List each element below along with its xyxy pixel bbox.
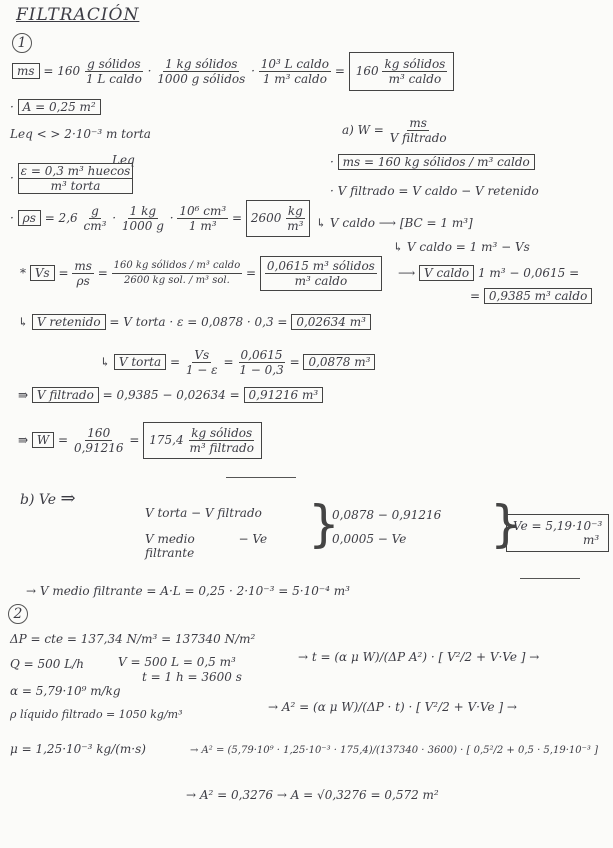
ms-frac-3: $\frac{\text{10³ L caldo}}{\text{1 m³ caldo}}$ — [260, 57, 330, 86]
vcaldo-result: = 0,9385 m³ caldo — [470, 289, 592, 303]
leq-label: Leq — [112, 153, 135, 167]
partb-label: b) Ve ⇒ — [20, 488, 76, 509]
ms-result-box: 160 $\frac{\text{kg sólidos}}{\text{m³ caldo}}$ — [349, 52, 455, 91]
vtorta-calc: ↳ V torta = $\frac{Vs}{1 - \varepsilon}$ = $\frac{0,0615}{1 - 0,3}$ = 0,0878 m³ — [100, 348, 375, 377]
equation-time: → t = (α μ W)/(ΔP A²) · [ V²/2 + V·Ve ] → — [298, 650, 540, 664]
vcaldo-bc: ↳ V caldo ⟶ [BC = 1 m³] — [316, 216, 473, 230]
partb-left-2: V medio − Ve — [145, 532, 268, 546]
density-liquid-given: ρ líquido filtrado = 1050 kg/m³ — [10, 708, 183, 721]
pressure-given: ΔP = cte = 137,34 N/m³ = 137340 N/m² — [10, 632, 256, 646]
underline-mark-2 — [520, 578, 580, 579]
final-area-result: → A² = 0,3276 → A = √0,3276 = 0,572 m² — [186, 788, 439, 802]
density-solids: · ρs = 2,6 $\frac{g}{\text{cm³}}$ · $\frac{1 kg}{1000 g}$ · $\frac{\text{10⁶ cm³}}{\text{1 m³}}$ = 2600 $\frac{kg}{\text{m³}}$ — [10, 200, 310, 237]
vfiltrado-definition: · V filtrado = V caldo − V retenido — [330, 184, 539, 198]
vs-calculation: * Vs = $\frac{ms}{\rho s}$ = $\frac{\text{160 kg sólidos / m³ caldo}}{\text{2600 kg sol. / m³ sol.}}$ = $\frac{\text{0,0615 m³ sólidos}}{\text{m³ caldo}}$ — [20, 256, 382, 291]
partb-left-1: V torta − V filtrado — [145, 506, 262, 520]
ms-summary: · ms = 160 kg sólidos / m³ caldo — [330, 155, 535, 169]
partb-left-3: filtrante — [145, 546, 195, 560]
brace-left: } — [308, 495, 340, 553]
partb-right-2: 0,0005 − Ve — [332, 532, 407, 546]
partb-right-1: 0,0878 − 0,91216 — [332, 508, 442, 522]
page-title: FILTRACIÓN — [16, 5, 140, 25]
ms-eq: = 160 — [43, 64, 81, 78]
vcaldo-expression: ↳ V caldo = 1 m³ − Vs — [393, 240, 530, 254]
ms-equation: ms = 160 $\frac{\text{g sólidos}}{\text{1 L caldo}}$ · $\frac{\text{1 kg sólidos}}{\text{1000 g sólidos}}$ · $\frac{\text{10³ L caldo}}{\text{1 m³ caldo}}$ = 160 $\frac{\text{kg sólidos}}{\text{m³ caldo}}$ — [12, 52, 454, 91]
porosity-given: · $\frac{\text{ε = 0,3 m³ huecos}}{\text{m³ torta}}$ — [10, 163, 133, 194]
leq-given: Leq < > 2·10⁻³ m torta — [10, 127, 151, 141]
flow-given: Q = 500 L/h — [10, 657, 84, 671]
ms-frac-1: $\frac{\text{g sólidos}}{\text{1 L caldo}}$ — [85, 57, 142, 86]
underline-mark — [226, 477, 296, 478]
equation-substituted: → A² = (5,79·10⁹ · 1,25·10⁻³ · 175,4)/(137340 · 3600) · [ 0,5²/2 + 0,5 · 5,19·10⁻³ ] — [190, 745, 598, 756]
equation-area-squared: → A² = (α μ W)/(ΔP · t) · [ V²/2 + V·Ve ] → — [268, 700, 517, 714]
section-2-number: 2 — [8, 604, 28, 624]
vcaldo-calc: ⟶ V caldo 1 m³ − 0,0615 = — [398, 266, 580, 280]
brace-right: } — [490, 495, 522, 553]
vmedio-calc: → V medio filtrante = A·L = 0,25 · 2·10⁻³ = 5·10⁻⁴ m³ — [26, 584, 350, 598]
section-1-number: 1 — [12, 33, 32, 53]
viscosity-given: μ = 1,25·10⁻³ kg/(m·s) — [10, 742, 146, 756]
area-given: · A = 0,25 m² — [10, 100, 101, 114]
ms-frac-2: $\frac{\text{1 kg sólidos}}{\text{1000 g sólidos}}$ — [157, 57, 246, 86]
ms-label-box: ms — [12, 63, 40, 79]
time-given: t = 1 h = 3600 s — [142, 670, 242, 684]
alpha-given: α = 5,79·10⁹ m/kg — [10, 684, 121, 698]
volume-given: V = 500 L = 0,5 m³ — [118, 655, 236, 669]
w-result: ⇛ W = $\frac{160}{0,91216}$ = 175,4 $\frac{\text{kg sólidos}}{\text{m³ filtrado}}$ — [18, 422, 262, 459]
ve-result: Ve = 5,19·10⁻³ m³ — [506, 514, 609, 552]
vretenido-calc: ↳ V retenido = V torta · ε = 0,0878 · 0,3 = 0,02634 m³ — [18, 315, 371, 329]
vfiltrado-calc: ⇛ V filtrado = 0,9385 − 0,02634 = 0,91216 m³ — [18, 388, 323, 402]
w-definition: a) W = $\frac{ms}{\text{V filtrado}}$ — [342, 116, 447, 145]
